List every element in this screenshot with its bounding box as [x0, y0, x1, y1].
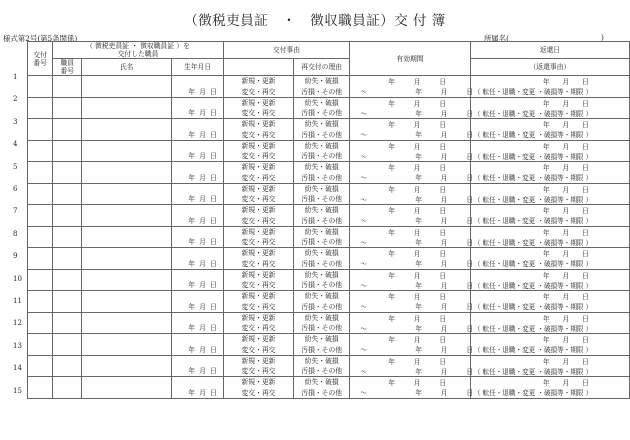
return-cell[interactable]: 年 月 日 （ 転任・退職・変更 ・破損等・期限 ） [470, 291, 629, 313]
row-number: 3 [13, 117, 18, 126]
staff-number-cell[interactable] [53, 140, 82, 162]
reissue-reason-cell[interactable]: 紛失・破損 汚損・その他 [294, 162, 350, 184]
issue-reason-cell[interactable]: 新規・更新 変交・再交 [223, 205, 293, 227]
table-row [28, 226, 630, 248]
name-cell[interactable] [82, 119, 172, 141]
name-cell[interactable] [82, 355, 172, 377]
reissue-reason-cell[interactable]: 紛失・破損 汚損・その他 [294, 334, 350, 356]
birth-date-cell[interactable]: 年 月 日 [172, 97, 224, 119]
name-cell[interactable] [82, 162, 172, 184]
staff-number-cell[interactable] [53, 97, 82, 119]
header-valid-period: 有効期間 [350, 42, 471, 76]
issue-reason-cell[interactable]: 新規・更新 変交・再交 [223, 334, 293, 356]
staff-number-cell[interactable] [53, 269, 82, 291]
return-cell[interactable]: 年 月 日 （ 転任・退職・変更 ・破損等・期限 ） [470, 355, 629, 377]
return-cell[interactable]: 年 月 日 （ 転任・退職・変更 ・破損等・期限 ） [470, 76, 629, 98]
staff-number-cell[interactable] [53, 226, 82, 248]
staff-number-cell[interactable] [53, 355, 82, 377]
valid-period-cell[interactable]: 年 月 日 ～ 年 月 日 [350, 377, 471, 399]
reissue-reason-cell[interactable]: 紛失・破損 汚損・その他 [294, 291, 350, 313]
staff-number-cell[interactable] [53, 119, 82, 141]
staff-number-cell[interactable] [53, 312, 82, 334]
name-cell[interactable] [82, 97, 172, 119]
table-row [28, 269, 630, 291]
return-cell[interactable]: 年 月 日 （ 転任・退職・変更 ・破損等・期限 ） [470, 377, 629, 399]
name-cell[interactable] [82, 205, 172, 227]
reissue-reason-cell[interactable]: 紛失・破損 汚損・その他 [294, 377, 350, 399]
return-cell[interactable]: 年 月 日 （ 転任・退職・変更 ・破損等・期限 ） [470, 205, 629, 227]
header-name: 氏名 [82, 59, 172, 76]
issue-register-table [27, 41, 630, 399]
staff-number-cell[interactable] [53, 205, 82, 227]
table-row [28, 355, 630, 377]
birth-date-cell[interactable]: 年 月 日 [172, 269, 224, 291]
header-issue-reason-blank [223, 59, 293, 76]
staff-number-cell[interactable] [53, 183, 82, 205]
return-cell[interactable]: 年 月 日 （ 転任・退職・変更 ・破損等・期限 ） [470, 312, 629, 334]
birth-date-cell[interactable]: 年 月 日 [172, 355, 224, 377]
row-number: 2 [13, 95, 18, 104]
issue-reason-cell[interactable]: 新規・更新 変交・再交 [223, 119, 293, 141]
row-number: 10 [13, 274, 22, 283]
issue-number-cell[interactable] [28, 162, 53, 184]
issue-number-cell[interactable] [28, 76, 53, 98]
staff-number-cell[interactable] [53, 377, 82, 399]
header-issue-reason: 交付事由 [223, 42, 349, 59]
department-label: 所属名( [484, 34, 510, 43]
return-cell[interactable]: 年 月 日 （ 転任・退職・変更 ・破損等・期限 ） [470, 97, 629, 119]
reissue-reason-cell[interactable]: 紛失・破損 汚損・その他 [294, 140, 350, 162]
header-reissue-reason: 再交付の理由 [294, 59, 350, 76]
row-number: 12 [13, 319, 22, 328]
row-number: 14 [13, 364, 22, 373]
header-birth-date: 生年月日 [172, 59, 224, 76]
valid-period-cell[interactable]: 年 月 日 ～ 年 月 日 [350, 334, 471, 356]
row-number: 8 [13, 229, 18, 238]
return-cell[interactable]: 年 月 日 （ 転任・退職・変更 ・破損等・期限 ） [470, 248, 629, 270]
return-cell[interactable]: 年 月 日 （ 転任・退職・変更 ・破損等・期限 ） [470, 226, 629, 248]
header-issued-staff: （ 徴税吏員証 ・ 徴収職員証 ）を 交付した職員 [53, 42, 224, 59]
header-row-2 [28, 59, 630, 76]
table-row [28, 76, 630, 98]
issue-number-cell[interactable] [28, 248, 53, 270]
name-cell[interactable] [82, 312, 172, 334]
staff-number-cell[interactable] [53, 76, 82, 98]
page-title: （徴税吏員証 ・ 徴収職員証）交 付 簿 [184, 13, 446, 29]
header-return-reason: （返還事由） [470, 59, 629, 76]
reissue-reason-cell[interactable]: 紛失・破損 汚損・その他 [294, 355, 350, 377]
reissue-reason-cell[interactable]: 紛失・破損 汚損・その他 [294, 119, 350, 141]
reissue-reason-cell[interactable]: 紛失・破損 汚損・その他 [294, 269, 350, 291]
header-issue-number: 交付 番号 [28, 42, 53, 76]
header-row-1 [28, 42, 630, 59]
birth-date-cell[interactable]: 年 月 日 [172, 248, 224, 270]
table-row [28, 162, 630, 184]
issue-reason-cell[interactable]: 新規・更新 変交・再交 [223, 97, 293, 119]
reissue-reason-cell[interactable]: 紛失・破損 汚損・その他 [294, 312, 350, 334]
birth-date-cell[interactable]: 年 月 日 [172, 140, 224, 162]
issue-number-cell[interactable] [28, 119, 53, 141]
issue-reason-cell[interactable]: 新規・更新 変交・再交 [223, 183, 293, 205]
return-cell[interactable]: 年 月 日 （ 転任・退職・変更 ・破損等・期限 ） [470, 334, 629, 356]
reissue-reason-cell[interactable]: 紛失・破損 汚損・その他 [294, 76, 350, 98]
issue-reason-cell[interactable]: 新規・更新 変交・再交 [223, 162, 293, 184]
issue-number-cell[interactable] [28, 205, 53, 227]
staff-number-cell[interactable] [53, 162, 82, 184]
valid-period-cell[interactable]: 年 月 日 ～ 年 月 日 [350, 140, 471, 162]
issue-number-cell[interactable] [28, 377, 53, 399]
row-number: 13 [13, 341, 22, 350]
issue-number-cell[interactable] [28, 312, 53, 334]
issue-number-cell[interactable] [28, 226, 53, 248]
valid-period-cell[interactable]: 年 月 日 ～ 年 月 日 [350, 269, 471, 291]
birth-date-cell[interactable]: 年 月 日 [172, 312, 224, 334]
table-row [28, 377, 630, 399]
row-number: 6 [13, 185, 18, 193]
valid-period-cell[interactable]: 年 月 日 ～ 年 月 日 [350, 183, 471, 205]
table-row [28, 119, 630, 141]
name-cell[interactable] [82, 291, 172, 313]
header-staff-number: 職員 番号 [53, 59, 82, 76]
name-cell[interactable] [82, 377, 172, 399]
name-cell[interactable] [82, 140, 172, 162]
valid-period-cell[interactable]: 年 月 日 ～ 年 月 日 [350, 248, 471, 270]
issue-number-cell[interactable] [28, 355, 53, 377]
birth-date-cell[interactable]: 年 月 日 [172, 291, 224, 313]
birth-date-cell[interactable]: 年 月 日 [172, 377, 224, 399]
name-cell[interactable] [82, 183, 172, 205]
reissue-reason-cell[interactable]: 紛失・破損 汚損・その他 [294, 183, 350, 205]
department-close: ) [601, 33, 604, 42]
birth-date-cell[interactable]: 年 月 日 [172, 119, 224, 141]
reissue-reason-cell[interactable]: 紛失・破損 汚損・その他 [294, 97, 350, 119]
reissue-reason-cell[interactable]: 紛失・破損 汚損・その他 [294, 248, 350, 270]
valid-period-cell[interactable]: 年 月 日 ～ 年 月 日 [350, 355, 471, 377]
issue-reason-cell[interactable]: 新規・更新 変交・再交 [223, 226, 293, 248]
valid-period-cell[interactable]: 年 月 日 ～ 年 月 日 [350, 97, 471, 119]
issue-number-cell[interactable] [28, 334, 53, 356]
table-row [28, 205, 630, 227]
return-cell[interactable]: 年 月 日 （ 転任・退職・変更 ・破損等・期限 ） [470, 183, 629, 205]
reissue-reason-cell[interactable]: 紛失・破損 汚損・その他 [294, 205, 350, 227]
valid-period-cell[interactable]: 年 月 日 ～ 年 月 日 [350, 76, 471, 98]
reissue-reason-cell[interactable]: 紛失・破損 汚損・その他 [294, 226, 350, 248]
issue-reason-cell[interactable]: 新規・更新 変交・再交 [223, 312, 293, 334]
row-number: 11 [13, 297, 22, 305]
name-cell[interactable] [82, 334, 172, 356]
birth-date-cell[interactable]: 年 月 日 [172, 205, 224, 227]
table-row [28, 312, 630, 334]
table-row [28, 140, 630, 162]
return-cell[interactable]: 年 月 日 （ 転任・退職・変更 ・破損等・期限 ） [470, 162, 629, 184]
row-number: 7 [13, 207, 18, 216]
row-number: 9 [13, 252, 18, 261]
row-number: 1 [13, 73, 18, 81]
valid-period-cell[interactable]: 年 月 日 ～ 年 月 日 [350, 291, 471, 313]
issue-reason-cell[interactable]: 新規・更新 変交・再交 [223, 377, 293, 399]
issue-number-cell[interactable] [28, 97, 53, 119]
row-number: 15 [13, 386, 22, 395]
valid-period-cell[interactable]: 年 月 日 ～ 年 月 日 [350, 226, 471, 248]
issue-reason-cell[interactable]: 新規・更新 変交・再交 [223, 76, 293, 98]
return-cell[interactable]: 年 月 日 （ 転任・退職・変更 ・破損等・期限 ） [470, 269, 629, 291]
issue-reason-cell[interactable]: 新規・更新 変交・再交 [223, 269, 293, 291]
issue-number-cell[interactable] [28, 140, 53, 162]
table-row [28, 183, 630, 205]
birth-date-cell[interactable]: 年 月 日 [172, 76, 224, 98]
valid-period-cell[interactable]: 年 月 日 ～ 年 月 日 [350, 205, 471, 227]
birth-date-cell[interactable]: 年 月 日 [172, 162, 224, 184]
issue-number-cell[interactable] [28, 183, 53, 205]
valid-period-cell[interactable]: 年 月 日 ～ 年 月 日 [350, 119, 471, 141]
name-cell[interactable] [82, 248, 172, 270]
table-row [28, 97, 630, 119]
return-cell[interactable]: 年 月 日 （ 転任・退職・変更 ・破損等・期限 ） [470, 140, 629, 162]
issue-reason-cell[interactable]: 新規・更新 変交・再交 [223, 248, 293, 270]
table-row [28, 291, 630, 313]
form-number: 様式第2号(第5条関係) [3, 34, 78, 43]
issue-number-cell[interactable] [28, 269, 53, 291]
name-cell[interactable] [82, 269, 172, 291]
staff-number-cell[interactable] [53, 334, 82, 356]
birth-date-cell[interactable]: 年 月 日 [172, 226, 224, 248]
return-cell[interactable]: 年 月 日 （ 転任・退職・変更 ・破損等・期限 ） [470, 119, 629, 141]
birth-date-cell[interactable]: 年 月 日 [172, 183, 224, 205]
issue-reason-cell[interactable]: 新規・更新 変交・再交 [223, 140, 293, 162]
staff-number-cell[interactable] [53, 248, 82, 270]
row-number: 4 [13, 140, 18, 149]
row-number: 5 [13, 162, 18, 171]
table-row [28, 248, 630, 270]
name-cell[interactable] [82, 76, 172, 98]
staff-number-cell[interactable] [53, 291, 82, 313]
issue-number-cell[interactable] [28, 291, 53, 313]
valid-period-cell[interactable]: 年 月 日 ～ 年 月 日 [350, 312, 471, 334]
name-cell[interactable] [82, 226, 172, 248]
valid-period-cell[interactable]: 年 月 日 ～ 年 月 日 [350, 162, 471, 184]
table-row [28, 334, 630, 356]
issue-reason-cell[interactable]: 新規・更新 変交・再交 [223, 355, 293, 377]
issue-reason-cell[interactable]: 新規・更新 変交・再交 [223, 291, 293, 313]
header-return-date: 返還日 [470, 42, 629, 59]
birth-date-cell[interactable]: 年 月 日 [172, 334, 224, 356]
